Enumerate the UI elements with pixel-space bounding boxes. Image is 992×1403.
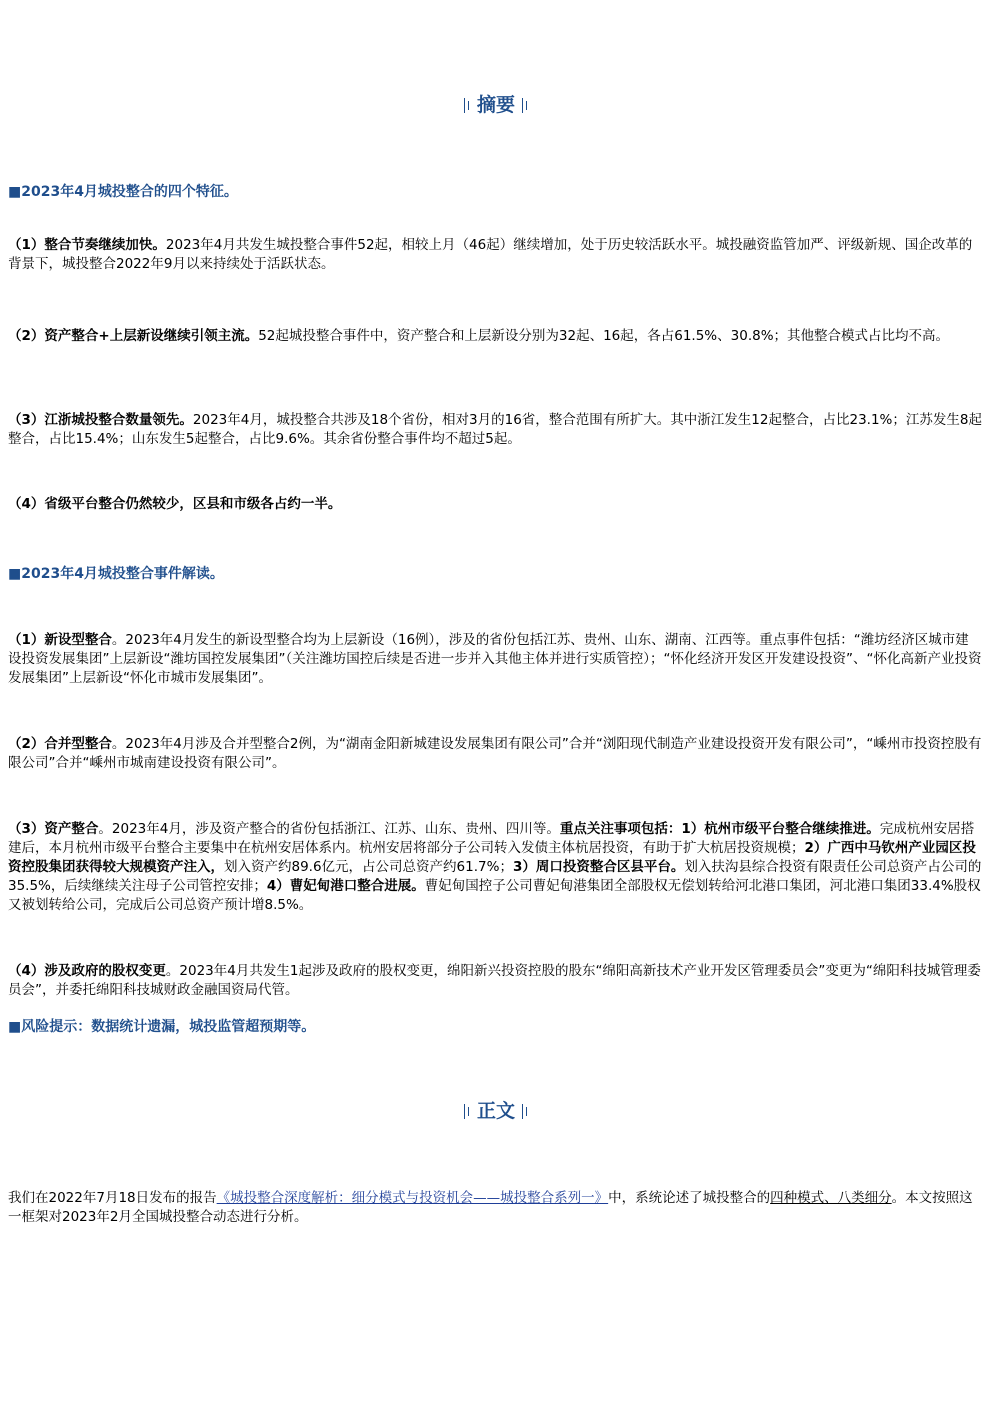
title-bar-right-icon	[522, 98, 528, 113]
event-2: （2）合并型整合。2023年4月涉及合并型整合2例，为“湖南金阳新城建设发展集团有限公司”合并“浏阳现代制造产业建设投资开发有限公司”，“嵊州市投资控股有限公司”合并“嵊州市城南建设投资有限公司”。	[8, 736, 982, 771]
report-link[interactable]: 《城投整合深度解析：细分模式与投资机会——城投整合系列一》	[216, 1190, 609, 1206]
feature-3: （3）江浙城投整合数量领先。2023年4月，城投整合共涉及18个省份，相对3月的16省，整合范围有所扩大。其中浙江发生12起整合，占比23.1%；江苏发生8起整合，占比15.4%；山东发生5起整合，占比9.6%。其余省份整合事件均不超过5起。	[8, 412, 982, 447]
event-4: （4）涉及政府的股权变更。2023年4月共发生1起涉及政府的股权变更，绵阳新兴投资控股的股东“绵阳高新技术产业开发区管理委员会”变更为“绵阳科技城管理委员会”，并委托绵阳科技城财政金融国资局代管。	[8, 963, 981, 998]
heading-features: ■2023年4月城投整合的四个特征。	[8, 184, 238, 200]
title-bar-left-icon	[464, 98, 470, 113]
event-1: （1）新设型整合。2023年4月发生的新设型整合均为上层新设（16例），涉及的省份包括江苏、贵州、山东、湖南、江西等。重点事件包括：“潍坊经济区城市建设投资发展集团”上层新设“潍坊国控发展集团”（关注潍坊国控后续是否进一步并入其他主体并进行实质管控）；“怀化经济开发区开发建设投资”、“怀化高新产业投资发展集团”上层新设“怀化市城市发展集团”。	[8, 632, 982, 686]
body-paragraph: 我们在2022年7月18日发布的报告《城投整合深度解析：细分模式与投资机会——城投整合系列一》中，系统论述了城投整合的四种模式、八类细分。本文按照这一框架对2023年2月全国城投整合动态进行分析。	[8, 1190, 973, 1225]
feature-2: （2）资产整合+上层新设继续引领主流。52起城投整合事件中，资产整合和上层新设分别为32起、16起，各占61.5%、30.8%；其他整合模式占比均不高。	[8, 328, 950, 344]
title-bar-right-icon	[522, 1104, 528, 1119]
summary-title: 摘要	[0, 93, 992, 117]
title-bar-left-icon	[464, 1104, 470, 1119]
risk-warning: ■风险提示：数据统计遗漏，城投监管超预期等。	[8, 1019, 316, 1035]
feature-4: （4）省级平台整合仍然较少，区县和市级各占约一半。	[8, 496, 342, 512]
main-title: 正文	[0, 1099, 992, 1123]
framework-underline: 四种模式、八类细分	[770, 1190, 892, 1206]
heading-events: ■2023年4月城投整合事件解读。	[8, 566, 224, 582]
feature-1: （1）整合节奏继续加快。2023年4月共发生城投整合事件52起，相较上月（46起）继续增加，处于历史较活跃水平。城投融资监管加严、评级新规、国企改革的背景下，城投整合2022年9月以来持续处于活跃状态。	[8, 237, 973, 272]
event-3: （3）资产整合。2023年4月，涉及资产整合的省份包括浙江、江苏、山东、贵州、四川等。重点关注事项包括：1）杭州市级平台整合继续推进。完成杭州安居搭建后，本月杭州市级平台整合主要集中在杭州安居体系内。杭州安居将部分子公司转入发债主体杭居投资，有助于扩大杭居投资规模；2）广西中马钦州产业园区投资控股集团获得较大规模资产注入，划入资产约89.6亿元，占公司总资产约61.7%；3）周口投资整合区县平台。划入扶沟县综合投资有限责任公司总资产占公司的35.5%，后续继续关注母子公司管控安排；4）曹妃甸港口整合进展。曹妃甸国控子公司曹妃甸港集团全部股权无偿划转给河北港口集团，河北港口集团33.4%股权又被划转给公司，完成后公司总资产预计增8.5%。	[8, 821, 982, 913]
